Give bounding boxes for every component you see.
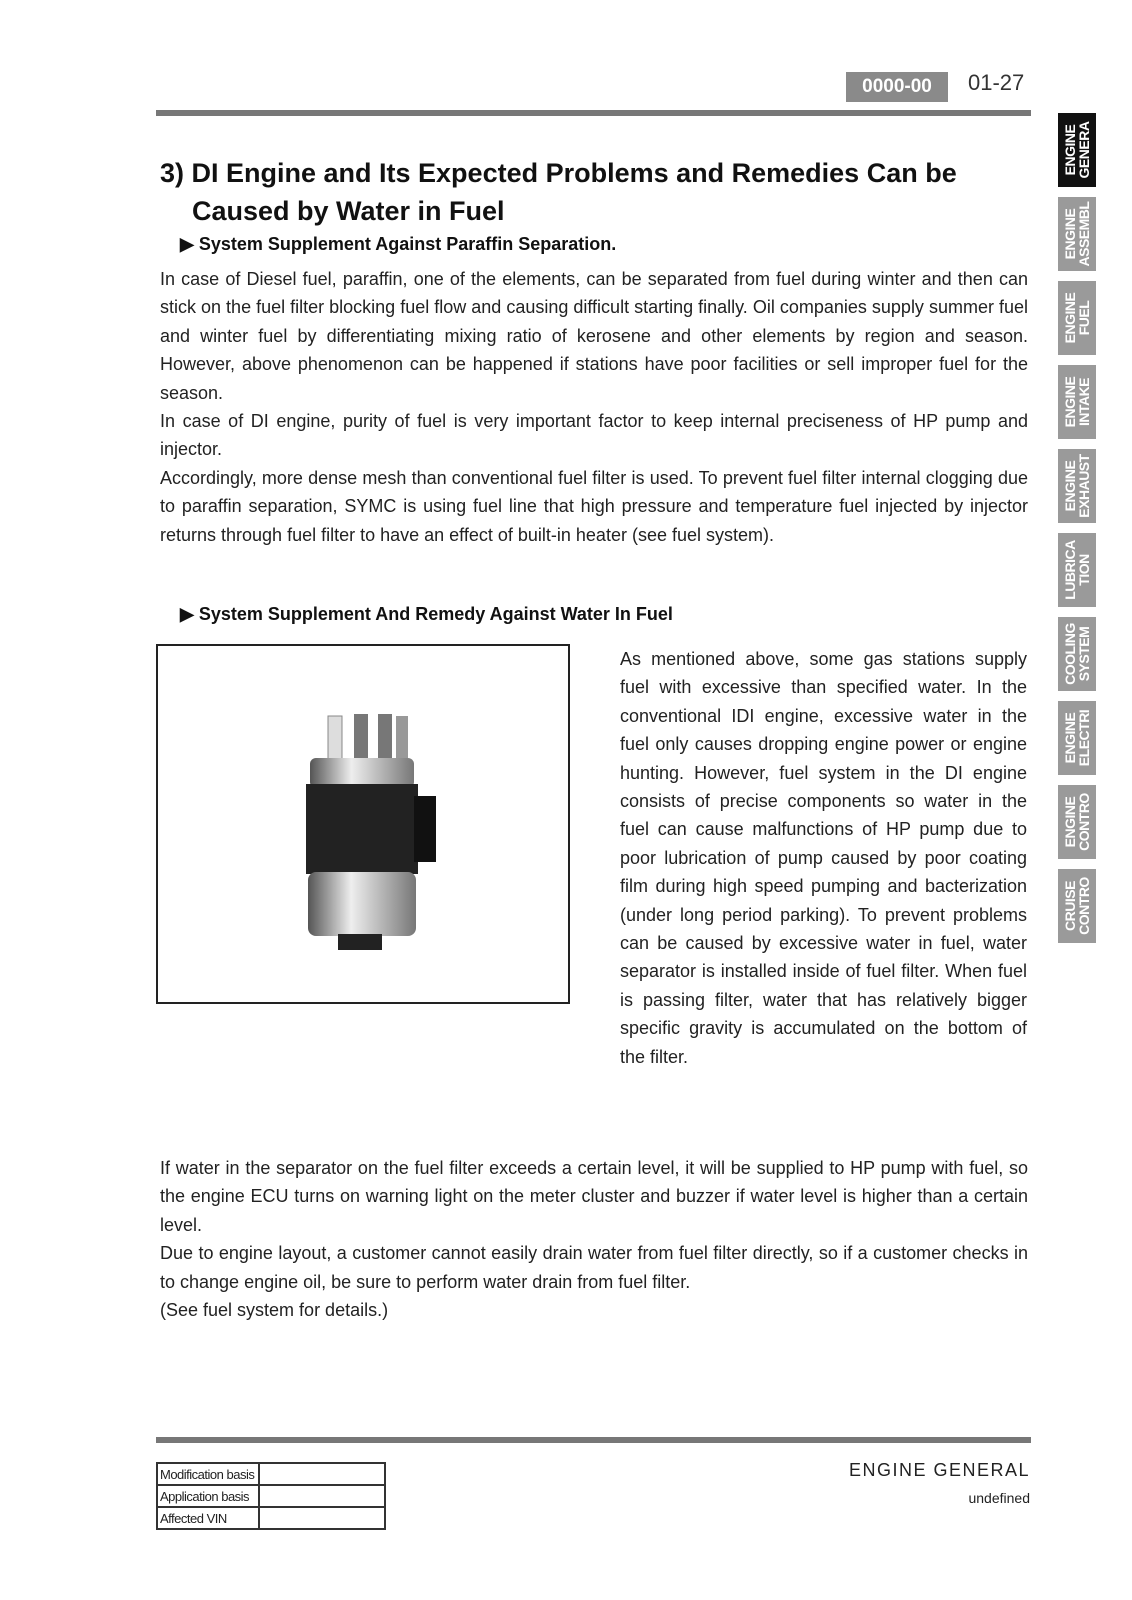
chapter-tab-7[interactable] bbox=[1058, 701, 1096, 775]
chapter-tab-label: ENGINE ELECTRI bbox=[1062, 709, 1092, 767]
section2-body: If water in the separator on the fuel filter exceeds a certain level, it will be supplied to HP pump with fuel, so the engine ECU turns on warning light on the meter cluster and buzzer if water level is higher than a certain level. Due to engine layout, a customer cannot easily drain water from fuel filter directly, so if a customer checks in to change engine oil, be sure to perform water drain from fuel filter. (See fuel system for details.) bbox=[160, 1158, 1028, 1321]
chapter-tab-0[interactable] bbox=[1058, 113, 1096, 187]
chapter-tab-label: LUBRICA TION bbox=[1062, 540, 1092, 600]
chapter-tab-label: ENGINE GENERA bbox=[1062, 121, 1092, 179]
application-basis-label: Application basis bbox=[157, 1485, 259, 1507]
header-rule bbox=[156, 110, 1031, 116]
chapter-tab-6[interactable] bbox=[1058, 617, 1096, 691]
section2-side-text: As mentioned above, some gas stations supply fuel with excessive than specified water. In the conventional IDI engine, excessive water in the fuel only causes dropping engine power or engine hunting. However, fuel system in the DI engine consists of precise components so water in the fuel can cause malfunctions of HP pump due to poor lubrication of pump caused by poor coating film during high speed pumping and bacterization (under long period parking). To prevent problems can be caused by excessive water in fuel, water separator is installed inside of fuel filter. When fuel is passing filter, water that has relatively bigger specific gravity is accumulated on the bottom of the filter. bbox=[620, 649, 1027, 1067]
footer-subtitle: undefined bbox=[968, 1490, 1030, 1506]
chapter-tab-label: ENGINE INTAKE bbox=[1062, 376, 1092, 428]
page-number: 01-27 bbox=[968, 70, 1025, 95]
page-title: 3) DI Engine and Its Expected Problems and Remedies Can be Caused by Water in Fuel bbox=[160, 158, 957, 226]
chapter-tab-9[interactable] bbox=[1058, 869, 1096, 943]
footer-section-name: ENGINE GENERAL bbox=[848, 1460, 1030, 1480]
revision-table bbox=[156, 1462, 386, 1530]
doc-code-badge: 0000-00 bbox=[846, 72, 948, 102]
affected-vin-value bbox=[259, 1507, 385, 1529]
chapter-tab-5[interactable] bbox=[1058, 533, 1096, 607]
footer-rule bbox=[156, 1437, 1031, 1443]
chapter-tab-2[interactable] bbox=[1058, 281, 1096, 355]
chapter-tab-label: COOLING SYSTEM bbox=[1062, 623, 1092, 685]
chapter-tab-3[interactable] bbox=[1058, 365, 1096, 439]
modification-basis-label: Modification basis bbox=[157, 1463, 259, 1485]
section1-body: In case of Diesel fuel, paraffin, one of the elements, can be separated from fuel during winter and then can stick on the fuel filter blocking fuel flow and causing difficult starting finally. Oil companies supply summer fuel and winter fuel by differentiating mixing ratio of kerosene and other elements by region and season. However, above phenomenon can be happened if stations have poor facilities or sell improper fuel for the season. In case of DI engine, purity of fuel is very important factor to keep internal preciseness of HP pump and injector. Accordingly, more dense mesh than conventional fuel filter is used. To prevent fuel filter internal clogging due to paraffin separation, SYMC is using fuel line that high pressure and temperature fuel injected by injector returns through fuel filter to have an effect of built-in heater (see fuel system). bbox=[160, 269, 1028, 545]
chapter-tab-label: ENGINE ASSEMBL bbox=[1062, 201, 1092, 267]
chapter-tab-label: ENGINE FUEL bbox=[1062, 292, 1092, 344]
chapter-tab-8[interactable] bbox=[1058, 785, 1096, 859]
chapter-tab-1[interactable] bbox=[1058, 197, 1096, 271]
section2-heading: ▶ System Supplement And Remedy Against Water In Fuel bbox=[180, 604, 673, 624]
modification-basis-value bbox=[259, 1463, 385, 1485]
chapter-tab-4[interactable] bbox=[1058, 449, 1096, 523]
chapter-tab-label: CRUISE CONTRO bbox=[1062, 877, 1092, 935]
application-basis-value bbox=[259, 1485, 385, 1507]
chapter-tab-label: ENGINE CONTRO bbox=[1062, 793, 1092, 851]
chapter-tab-label: ENGINE EXHAUST bbox=[1062, 454, 1092, 518]
fuel-filter-image bbox=[156, 644, 570, 1004]
affected-vin-label: Affected VIN bbox=[157, 1507, 259, 1529]
section1-heading: ▶ System Supplement Against Paraffin Separation. bbox=[180, 234, 617, 254]
